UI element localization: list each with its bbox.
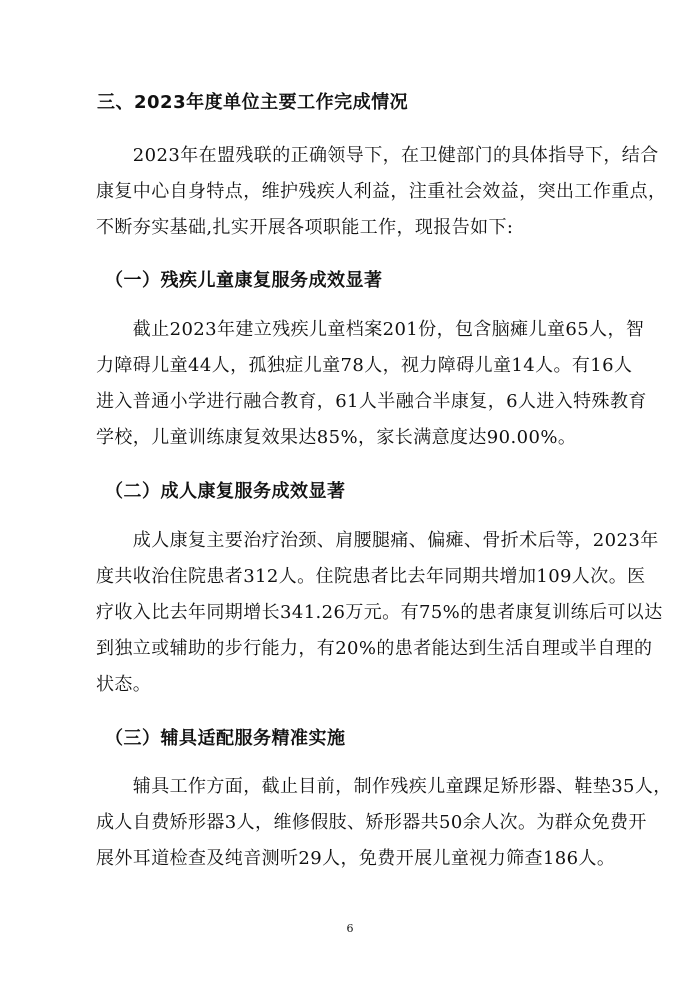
paragraph-line: 学校，儿童训练康复效果达85%，家长满意度达90.00%。	[96, 427, 577, 448]
paragraph-line: 康复中心自身特点，维护残疾人利益，注重社会效益，突出工作重点，	[96, 181, 667, 202]
paragraph-line: 进入普通小学进行融合教育，61人半融合半康复，6人进入特殊教育	[96, 391, 647, 412]
paragraph-line: 辅具工作方面，截止目前，制作残疾儿童踝足矫形器、鞋垫35人，	[96, 776, 672, 797]
paragraph-line: 到独立或辅助的步行能力，有20%的患者能达到生活自理或半自理的	[96, 638, 653, 659]
paragraph-line: 成人自费矫形器3人，维修假肢、矫形器共50余人次。为群众免费开	[96, 812, 647, 833]
subsection-paragraph-2	[96, 523, 663, 703]
paragraph-line: 展外耳道检查及纯音测听29人，免费开展儿童视力筛查186人。	[96, 848, 616, 869]
paragraph-line: 2023年在盟残联的正确领导下，在卫健部门的具体指导下，结合	[96, 145, 659, 166]
paragraph-line: 力障碍儿童44人，孤独症儿童78人，视力障碍儿童14人。有16人	[96, 355, 633, 376]
subsection-paragraph-1	[96, 312, 647, 456]
subsection-title-1: （一）残疾儿童康复服务成效显著	[105, 270, 383, 291]
section-heading: 三、2023年度单位主要工作完成情况	[97, 92, 409, 113]
page-number: 6	[346, 922, 354, 935]
subsection-title-3: （三）辅具适配服务精准实施	[105, 728, 346, 749]
subsection-paragraph-3	[96, 769, 672, 877]
paragraph-line: 不断夯实基础,扎实开展各项职能工作，现报告如下:	[96, 217, 514, 238]
paragraph-line: 状态。	[96, 674, 152, 695]
paragraph-line: 截止2023年建立残疾儿童档案201份，包含脑瘫儿童65人，智	[96, 319, 645, 340]
intro-paragraph	[96, 138, 667, 246]
paragraph-line: 成人康复主要治疗治颈、肩腰腿痛、偏瘫、骨折术后等，2023年	[96, 530, 659, 551]
paragraph-line: 度共收治住院患者312人。住院患者比去年同期共增加109人次。医	[96, 566, 646, 587]
subsection-title-2: （二）成人康复服务成效显著	[105, 481, 346, 502]
paragraph-line: 疗收入比去年同期增长341.26万元。有75%的患者康复训练后可以达	[96, 602, 663, 623]
